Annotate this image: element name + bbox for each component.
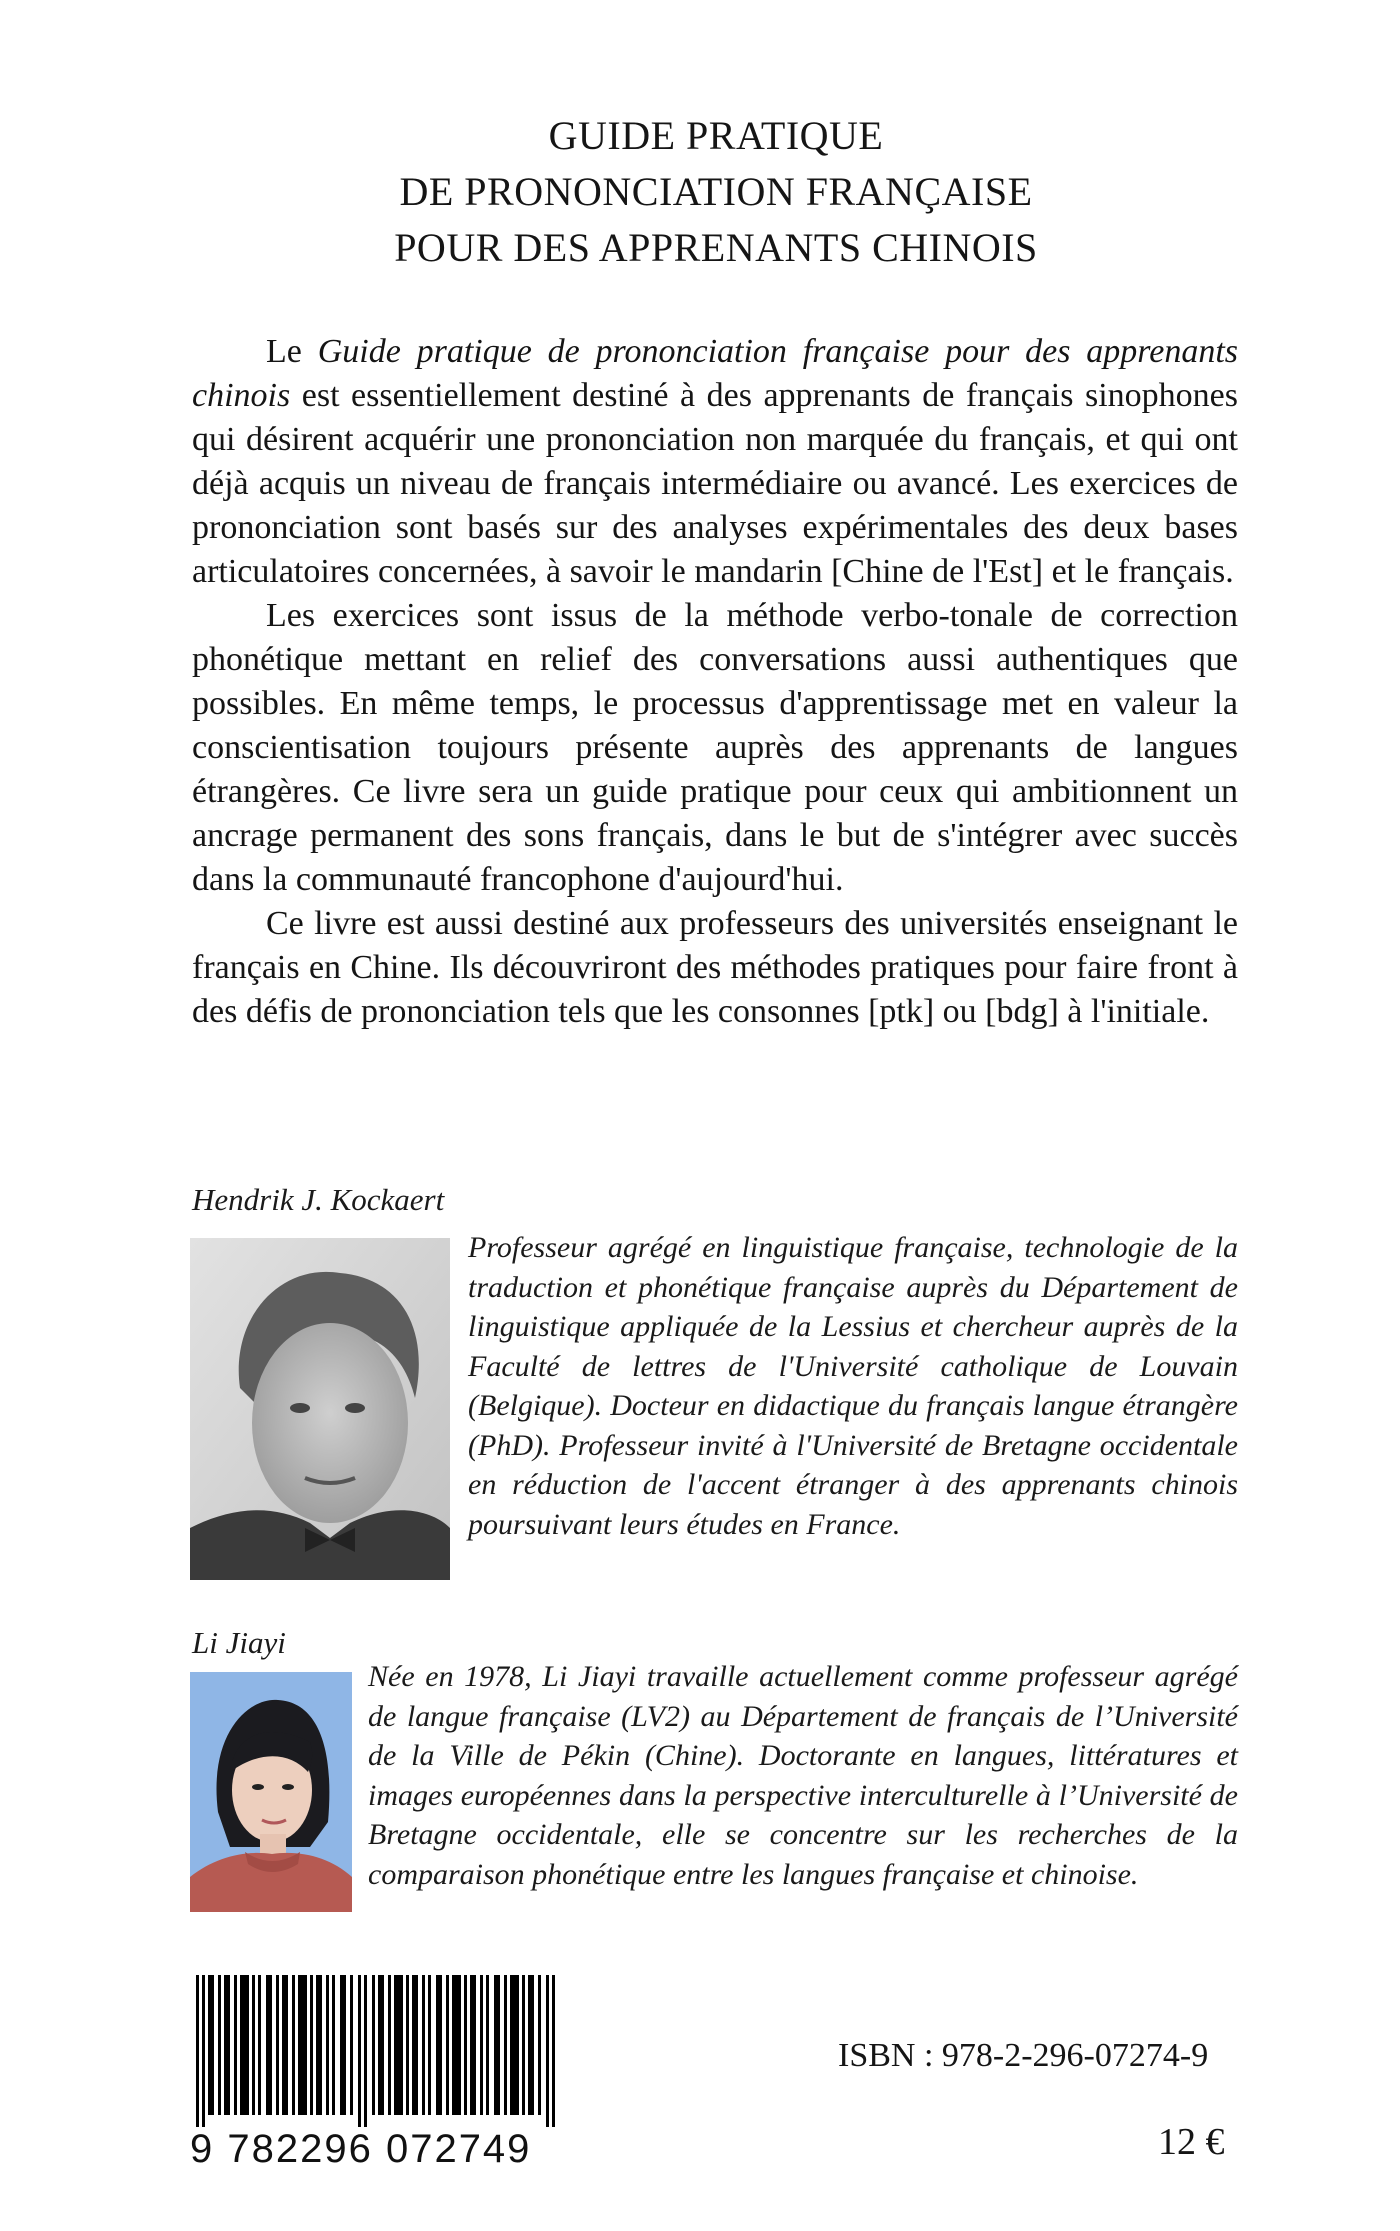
author-2-portrait-image (190, 1672, 352, 1912)
author-1-bio: Professeur agrégé en linguistique française, technologie de la traduction et phonétique française auprès du Département de linguistique appliquée de la Lessius et chercheur auprès de la Faculté de lettres de l'Université catholique de Louvain (Belgique). Docteur en didactique du français langue étrangère (PhD). Professeur invité à l'Université de Bretagne occidentale en réduction de l'accent étranger à des apprenants chinois poursuivant leurs études en France. (468, 1231, 1238, 1541)
author-2-name: Li Jiayi (192, 1625, 286, 1660)
blurb (192, 330, 1238, 1034)
barcode-digits: 9 782296 072749 (190, 2127, 532, 2171)
author-2-photo (190, 1672, 352, 1912)
title-line-2: DE PRONONCIATION FRANÇAISE (399, 169, 1033, 214)
blurb-paragraph-2: Les exercices sont issus de la méthode verbo-tonale de correction phonétique mettant en relief des conversations aussi authentiques que possibles. En même temps, le processus d'apprentissage met en valeur la conscientisation toujours présente auprès des apprenants de langues étrangères. Ce livre sera un guide pratique pour ceux qui ambitionnent un ancrage permanent des sons français, dans le but de s'intégrer avec succès dans la communauté francophone d'aujourd'hui. (192, 597, 1238, 898)
barcode (196, 1975, 556, 2127)
blurb-p1-rest: est essentiellement destiné à des apprenants de français sinophones qui désirent acquérir une prononciation non marquée du français, et qui ont déjà acquis un niveau de français intermédiaire ou avancé. Les exercices de prononciation sont basés sur des analyses expérimentales des deux bases articulatoires concernées, à savoir le mandarin [Chine de l'Est] et le français. (192, 377, 1238, 590)
blurb-paragraph-1 (192, 330, 1238, 594)
author-1-portrait-image (190, 1238, 450, 1580)
author-1-name: Hendrik J. Kockaert (192, 1182, 445, 1217)
title-line-3: POUR DES APPRENANTS CHINOIS (394, 225, 1038, 270)
isbn: ISBN : 978-2-296-07274-9 (838, 2037, 1209, 2074)
price: 12 € (1158, 2121, 1225, 2163)
author-2-bio: Née en 1978, Li Jiayi travaille actuellement comme professeur agrégé de langue française (LV2) au Département de français de l’Université de la Ville de Pékin (Chine). Doctorante en langues, littératures et images européennes dans la perspective interculturelle à l’Université de Bretagne occidentale, elle se concentre sur les recherches de la comparaison phonétique entre les langues française et chinoise. (368, 1660, 1238, 1891)
book-title (0, 108, 1400, 276)
author-1-photo (190, 1238, 450, 1580)
title-line-1: GUIDE PRATIQUE (548, 113, 884, 158)
blurb-p1-italic-title: Guide pratique de prononciation française pour des apprenants chinois (192, 333, 1239, 414)
blurb-paragraph-3: Ce livre est aussi destiné aux professeurs des universités enseignant le français en Chine. Ils découvriront des méthodes pratiques pour faire front à des défis de prononciation tels que les consonnes [ptk] ou [bdg] à l'initiale. (192, 905, 1238, 1030)
blurb-p1-prefix: Le (266, 333, 318, 370)
